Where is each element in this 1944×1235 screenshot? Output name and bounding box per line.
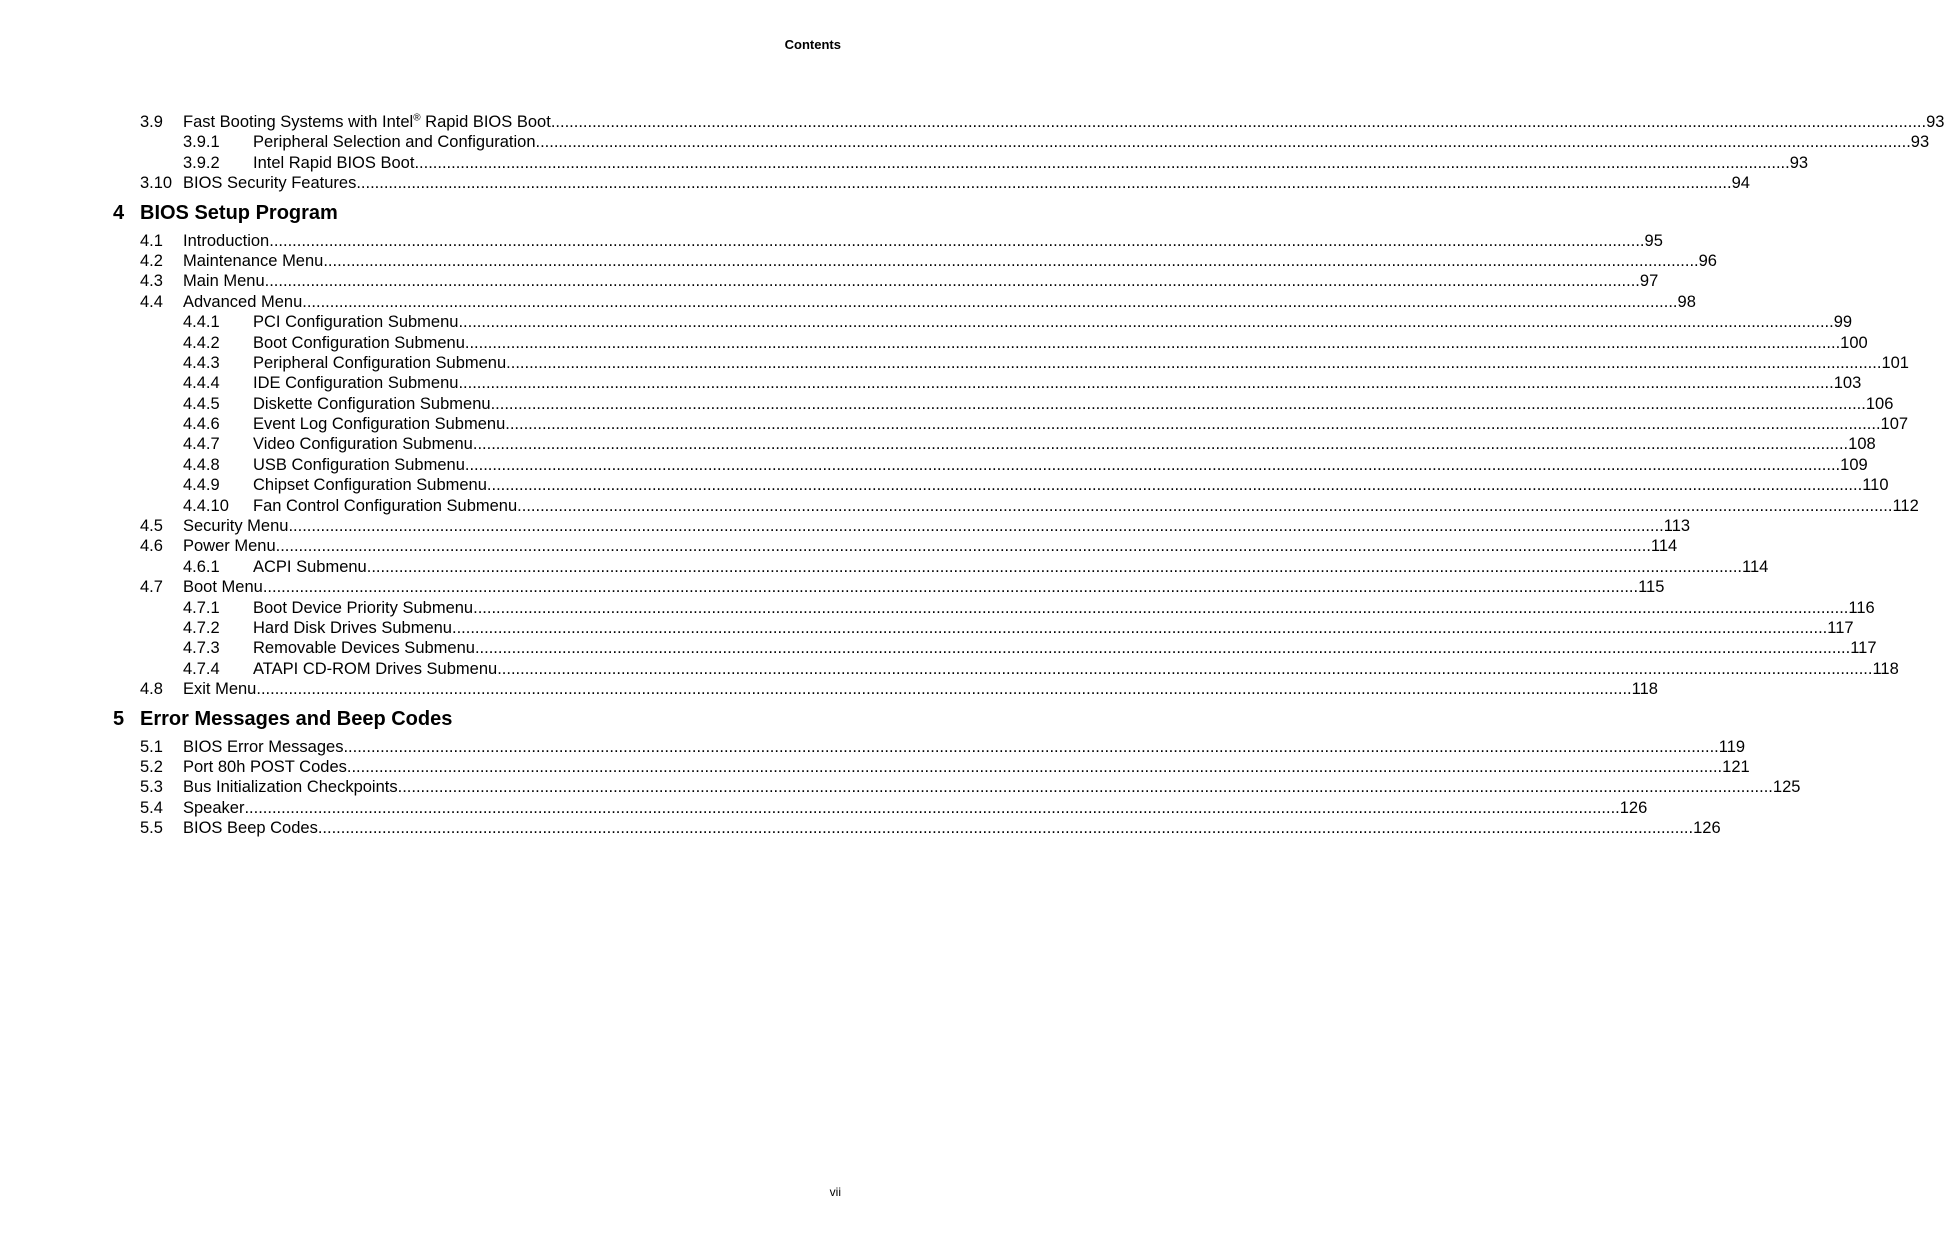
- dot-leader: ............................................................................................................................................................................................................................................................................................................: [472, 435, 1849, 454]
- dot-leader: ............................................................................................................................................................................................................................................................................................................: [244, 798, 1620, 817]
- section-title[interactable]: [183, 679, 256, 699]
- dot-leader: ............................................................................................................................................................................................................................................................................................................: [343, 737, 1719, 756]
- toc-entry[interactable]: [0, 271, 1659, 291]
- section-number: 4.4: [140, 292, 163, 311]
- toc-entry[interactable]: [0, 132, 1930, 152]
- toc-entry[interactable]: [0, 818, 1721, 838]
- dot-leader: ............................................................................................................................................................................................................................................................................................................: [264, 272, 1640, 291]
- page-reference[interactable]: 126: [1619, 798, 1648, 817]
- section-number: 4.4.6: [183, 415, 220, 434]
- toc-leader-line: [183, 292, 1696, 312]
- page-number: vii: [829, 1185, 841, 1199]
- toc-leader-line: [253, 353, 1909, 373]
- page-reference[interactable]: 93: [1789, 153, 1809, 172]
- toc-leader-line: [253, 638, 1877, 658]
- toc-leader-line: [253, 333, 1868, 353]
- section-title[interactable]: [183, 231, 269, 251]
- chapter-number: 4: [113, 201, 125, 224]
- section-number: 4.4.10: [183, 496, 229, 515]
- section-number: 4.4.2: [183, 333, 220, 352]
- section-number: 4.4.4: [183, 374, 220, 393]
- dot-leader: ............................................................................................................................................................................................................................................................................................................: [397, 778, 1773, 797]
- section-number: 3.9.2: [183, 153, 220, 172]
- page-reference[interactable]: 96: [1698, 251, 1717, 270]
- section-number: 4.8: [140, 680, 163, 699]
- section-number: 4.5: [140, 517, 163, 536]
- toc-leader-line: [183, 757, 1750, 777]
- section-title[interactable]: [253, 618, 452, 638]
- section-title[interactable]: [183, 112, 551, 132]
- section-title[interactable]: [253, 496, 517, 516]
- toc-entry[interactable]: [0, 414, 1909, 434]
- toc-leader-line: [253, 434, 1876, 454]
- section-number: 4.7.2: [183, 618, 220, 637]
- section-number: 3.9.1: [183, 133, 220, 152]
- toc-leader-line: [183, 737, 1746, 757]
- section-title[interactable]: [183, 536, 276, 556]
- section-number: 4.2: [140, 251, 163, 270]
- page-reference[interactable]: 115: [1638, 578, 1665, 597]
- section-number: 4.4.8: [183, 455, 220, 474]
- toc-entry[interactable]: [0, 659, 1899, 679]
- section-title-text: Hard Disk Drives Submenu: [253, 618, 452, 637]
- toc-leader-line: [253, 312, 1853, 332]
- dot-leader: ............................................................................................................................................................................................................................................................................................................: [474, 639, 1851, 658]
- section-title[interactable]: [253, 353, 506, 373]
- dot-leader: ............................................................................................................................................................................................................................................................................................................: [535, 133, 1911, 152]
- section-title[interactable]: [253, 598, 473, 618]
- toc-entry[interactable]: [0, 153, 1809, 173]
- section-title[interactable]: [253, 638, 475, 658]
- section-title-text: USB Configuration Submenu: [253, 455, 465, 474]
- dot-leader: ............................................................................................................................................................................................................................................................................................................: [464, 455, 1841, 474]
- section-title-text: IDE Configuration Submenu: [253, 374, 459, 393]
- section-title-text: Power Menu: [183, 537, 276, 556]
- dot-leader: ............................................................................................................................................................................................................................................................................................................: [366, 557, 1743, 576]
- dot-leader: ............................................................................................................................................................................................................................................................................................................: [262, 578, 1639, 597]
- dot-leader: ............................................................................................................................................................................................................................................................................................................: [490, 394, 1866, 413]
- section-title-text: Boot Device Priority Submenu: [253, 598, 474, 617]
- toc-entry[interactable]: [0, 577, 1665, 597]
- section-number: 4.1: [140, 231, 163, 250]
- page-reference[interactable]: 114: [1742, 557, 1769, 576]
- toc-entry[interactable]: [0, 516, 1691, 536]
- dot-leader: ............................................................................................................................................................................................................................................................................................................: [505, 415, 1881, 434]
- section-title-text: PCI Configuration Submenu: [253, 313, 459, 332]
- section-title[interactable]: [253, 455, 465, 475]
- toc-entry[interactable]: [0, 598, 1875, 618]
- toc-entry[interactable]: [0, 496, 1919, 516]
- page-reference[interactable]: 108: [1848, 435, 1876, 454]
- section-title-text: Speaker: [183, 798, 245, 817]
- section-title[interactable]: [183, 777, 398, 797]
- section-title[interactable]: [183, 737, 343, 757]
- section-title[interactable]: [183, 271, 265, 291]
- toc-leader-line: [183, 173, 1750, 193]
- dot-leader: ............................................................................................................................................................................................................................................................................................................: [517, 496, 1893, 515]
- toc-leader-line: [253, 475, 1889, 495]
- section-title-text: Fan Control Configuration Submenu: [253, 496, 518, 515]
- page-reference[interactable]: 95: [1644, 231, 1663, 250]
- dot-leader: ............................................................................................................................................................................................................................................................................................................: [317, 819, 1694, 838]
- running-header: Contents: [784, 37, 841, 52]
- toc-entry[interactable]: [0, 231, 1663, 251]
- toc-leader-line: [253, 598, 1875, 618]
- page-reference[interactable]: 101: [1881, 353, 1909, 372]
- section-title[interactable]: [253, 394, 491, 414]
- dot-leader: ............................................................................................................................................................................................................................................................................................................: [458, 374, 1834, 393]
- section-title-text: BIOS Error Messages: [183, 737, 344, 756]
- dot-leader: ............................................................................................................................................................................................................................................................................................................: [414, 153, 1790, 172]
- toc-leader-line: [183, 679, 1658, 699]
- toc-entry[interactable]: [0, 455, 1868, 475]
- section-number: 4.4.9: [183, 476, 220, 495]
- toc-leader-line: [253, 455, 1868, 475]
- toc-entry[interactable]: [0, 333, 1868, 353]
- section-title-text: Peripheral Selection and Configuration: [253, 133, 536, 152]
- toc-leader-line: [183, 777, 1801, 797]
- toc-entry[interactable]: [0, 638, 1877, 658]
- section-title-text: Video Configuration Submenu: [253, 435, 473, 454]
- page-reference[interactable]: 116: [1848, 598, 1875, 617]
- section-number: 4.6: [140, 537, 163, 556]
- section-number: 3.9: [140, 113, 163, 131]
- toc-entry[interactable]: [0, 536, 1678, 556]
- section-title-text: BIOS Beep Codes: [183, 819, 318, 838]
- section-title[interactable]: [253, 132, 536, 152]
- section-title[interactable]: [253, 333, 465, 353]
- toc-entry[interactable]: [0, 618, 1854, 638]
- registered-trademark-mark: ®: [413, 112, 421, 124]
- section-title-text: Exit Menu: [183, 680, 257, 699]
- toc-leader-line: [183, 536, 1678, 556]
- section-number: 4.4.7: [183, 435, 220, 454]
- toc-leader-line: [253, 414, 1909, 434]
- section-title-text: Event Log Configuration Submenu: [253, 415, 506, 434]
- page-reference[interactable]: 113: [1663, 517, 1691, 536]
- page-reference[interactable]: 109: [1840, 455, 1868, 474]
- dot-leader: ............................................................................................................................................................................................................................................................................................................: [356, 174, 1732, 193]
- section-number: 5.2: [140, 757, 163, 776]
- chapter-number: 5: [113, 707, 125, 730]
- section-title-text: Main Menu: [183, 272, 265, 291]
- toc-leader-line: [183, 271, 1659, 291]
- section-title-text: Introduction: [183, 231, 270, 250]
- page-reference[interactable]: 110: [1862, 476, 1889, 495]
- toc-entry[interactable]: [0, 557, 1769, 577]
- dot-leader: ............................................................................................................................................................................................................................................................................................................: [506, 353, 1882, 372]
- dot-leader: ............................................................................................................................................................................................................................................................................................................: [256, 680, 1632, 699]
- dot-leader: ............................................................................................................................................................................................................................................................................................................: [464, 333, 1841, 352]
- page-reference[interactable]: 103: [1833, 374, 1862, 393]
- section-number: 5.1: [140, 737, 163, 756]
- dot-leader: ............................................................................................................................................................................................................................................................................................................: [486, 476, 1863, 495]
- section-title-text: Port 80h POST Codes: [183, 757, 347, 776]
- page-reference[interactable]: 97: [1639, 272, 1659, 291]
- toc-leader-line: [253, 557, 1769, 577]
- section-title-text: Diskette Configuration Submenu: [253, 394, 491, 413]
- page-reference[interactable]: 93: [1926, 113, 1944, 131]
- dot-leader: ............................................................................................................................................................................................................................................................................................................: [346, 757, 1723, 776]
- toc-entry[interactable]: [0, 394, 1894, 414]
- section-title[interactable]: [253, 414, 505, 434]
- section-title-text: Intel Rapid BIOS Boot: [253, 153, 415, 172]
- section-number: 4.7.3: [183, 639, 220, 658]
- section-number: 4.4.5: [183, 394, 220, 413]
- section-title[interactable]: [253, 557, 367, 577]
- page-reference[interactable]: 117: [1850, 639, 1877, 658]
- section-title-text: BIOS Security Features: [183, 174, 357, 193]
- page-reference[interactable]: 118: [1872, 659, 1899, 678]
- page-reference[interactable]: 125: [1772, 778, 1801, 797]
- section-title[interactable]: [253, 153, 414, 173]
- dot-leader: ............................................................................................................................................................................................................................................................................................................: [269, 231, 1645, 250]
- page-reference[interactable]: 112: [1892, 496, 1919, 515]
- section-title[interactable]: [253, 475, 487, 495]
- toc-leader-line: [183, 516, 1691, 536]
- toc-leader-line: [253, 618, 1854, 638]
- dot-leader: ............................................................................................................................................................................................................................................................................................................: [458, 313, 1834, 332]
- toc-entry[interactable]: [0, 173, 1750, 193]
- toc-leader-line: [253, 373, 1862, 393]
- toc-leader-line: [183, 112, 1944, 132]
- dot-leader: ............................................................................................................................................................................................................................................................................................................: [275, 537, 1651, 556]
- section-title[interactable]: [253, 312, 458, 332]
- toc-leader-line: [183, 818, 1721, 838]
- page-reference[interactable]: 106: [1865, 394, 1894, 413]
- section-number: 4.3: [140, 272, 163, 291]
- page-reference[interactable]: 117: [1827, 618, 1854, 637]
- toc-entry[interactable]: [0, 777, 1801, 797]
- section-title[interactable]: [183, 757, 347, 777]
- toc-leader-line: [253, 153, 1809, 173]
- page-reference[interactable]: 118: [1631, 680, 1658, 699]
- section-title-text: Peripheral Configuration Submenu: [253, 353, 507, 372]
- chapter-heading: [0, 700, 954, 737]
- toc-entry[interactable]: [0, 475, 1889, 495]
- dot-leader: ............................................................................................................................................................................................................................................................................................................: [451, 618, 1828, 637]
- chapter-title: BIOS Setup Program: [140, 201, 338, 224]
- toc-leader-line: [183, 577, 1665, 597]
- section-number: 4.7.4: [183, 659, 220, 678]
- section-title[interactable]: [253, 434, 473, 454]
- section-title-text: Boot Menu: [183, 578, 263, 597]
- chapter-title: Error Messages and Beep Codes: [140, 707, 453, 730]
- toc-leader-line: [253, 132, 1930, 152]
- section-title-text: Boot Configuration Submenu: [253, 333, 465, 352]
- section-number: 4.6.1: [183, 557, 220, 576]
- section-number: 5.4: [140, 798, 163, 817]
- page-reference[interactable]: 114: [1650, 537, 1678, 556]
- page-reference[interactable]: 126: [1693, 819, 1721, 838]
- toc-entry[interactable]: [0, 373, 1862, 393]
- page-reference[interactable]: 99: [1833, 313, 1853, 332]
- dot-leader: ............................................................................................................................................................................................................................................................................................................: [550, 113, 1927, 131]
- section-title-text: Bus Initialization Checkpoints: [183, 778, 398, 797]
- toc-leader-line: [183, 251, 1717, 271]
- page-reference[interactable]: 119: [1718, 737, 1746, 756]
- dot-leader: ............................................................................................................................................................................................................................................................................................................: [473, 598, 1849, 617]
- toc-leader-line: [183, 798, 1648, 818]
- section-title-text-continued: Rapid BIOS Boot: [420, 113, 551, 131]
- toc-entry[interactable]: [0, 757, 1750, 777]
- section-title-text: Removable Devices Submenu: [253, 639, 475, 658]
- section-title-text: Fast Booting Systems with Intel: [183, 113, 414, 131]
- toc-entry[interactable]: [0, 737, 1746, 757]
- dot-leader: ............................................................................................................................................................................................................................................................................................................: [302, 292, 1678, 311]
- toc-entry[interactable]: [0, 112, 1944, 132]
- section-number: 3.10: [140, 174, 173, 193]
- section-title-text: Chipset Configuration Submenu: [253, 476, 487, 495]
- section-title[interactable]: [183, 516, 288, 536]
- toc-leader-line: [253, 659, 1899, 679]
- dot-leader: ............................................................................................................................................................................................................................................................................................................: [497, 659, 1873, 678]
- page-reference[interactable]: 100: [1840, 333, 1868, 352]
- section-title-text: Maintenance Menu: [183, 251, 324, 270]
- section-number: 5.5: [140, 819, 163, 838]
- section-number: 4.4.3: [183, 353, 220, 372]
- section-title[interactable]: [183, 798, 244, 818]
- dot-leader: ............................................................................................................................................................................................................................................................................................................: [323, 251, 1699, 270]
- section-title-text: Advanced Menu: [183, 292, 303, 311]
- section-title-text: ATAPI CD-ROM Drives Submenu: [253, 659, 498, 678]
- page-reference[interactable]: 94: [1731, 174, 1750, 193]
- section-title[interactable]: [253, 659, 497, 679]
- section-title-text: Security Menu: [183, 517, 289, 536]
- toc-entry[interactable]: [0, 353, 1909, 373]
- toc-entry[interactable]: [0, 679, 1658, 699]
- section-title-text: ACPI Submenu: [253, 557, 367, 576]
- section-title[interactable]: [183, 173, 356, 193]
- section-title[interactable]: [183, 818, 318, 838]
- dot-leader: ............................................................................................................................................................................................................................................................................................................: [288, 517, 1664, 536]
- toc-entry[interactable]: [0, 434, 1876, 454]
- toc-entry[interactable]: [0, 251, 1717, 271]
- toc-entry[interactable]: [0, 798, 1648, 818]
- page-reference[interactable]: 93: [1910, 133, 1930, 152]
- toc-leader-line: [253, 394, 1894, 414]
- section-title[interactable]: [183, 292, 302, 312]
- page-reference[interactable]: 98: [1677, 292, 1696, 311]
- section-number: 5.3: [140, 778, 163, 797]
- chapter-heading: [0, 194, 954, 231]
- section-title[interactable]: [253, 373, 458, 393]
- page-reference[interactable]: 121: [1722, 757, 1750, 776]
- toc-leader-line: [253, 496, 1919, 516]
- toc-entry[interactable]: [0, 292, 1696, 312]
- table-of-contents: [0, 112, 1944, 839]
- section-number: 4.4.1: [183, 313, 220, 332]
- toc-leader-line: [183, 231, 1663, 251]
- section-number: 4.7.1: [183, 598, 220, 617]
- section-title[interactable]: [183, 251, 323, 271]
- section-title[interactable]: [183, 577, 263, 597]
- toc-entry[interactable]: [0, 312, 1853, 332]
- page-reference[interactable]: 107: [1880, 415, 1909, 434]
- section-number: 4.7: [140, 578, 163, 597]
